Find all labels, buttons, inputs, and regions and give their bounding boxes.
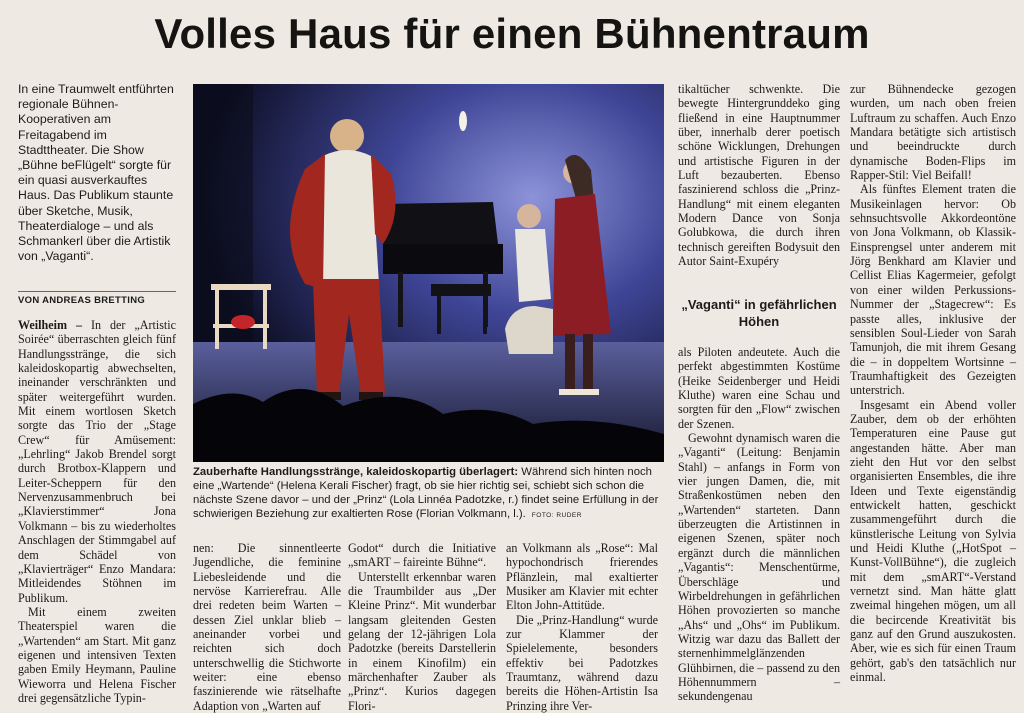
caption-lead: Zauberhafte Handlungsstränge, kaleidoskopartig überlagert: bbox=[193, 466, 519, 478]
article-column-5 bbox=[678, 82, 840, 292]
paragraph: Als fünftes Element traten die Musikeinlagen hervor: Ob sehnsuchtsvolle Akkordeontöne von Jona Volkmann, ob Klassik-Einsprengsel unter anderem mit Jörg Benkhard am Klavier und Cellist Elias Kagermeier, gefolgt von einer wilden Perkussions-Nummer der „Stagecrew“: Es passte alles, inklusive der sensiblen Soul-Lieder von Sarah Tamunjoh, die mit ihrem Gesang die – in doppeltem Wortsinne – Traumhaftigkeit des Gezeigten unterstrich. bbox=[850, 182, 1016, 398]
photo-caption bbox=[193, 465, 664, 523]
article-column-6 bbox=[850, 82, 1016, 705]
stage-photo bbox=[193, 84, 664, 462]
paragraph: nen: Die sinnentleerte Jugendliche, die feminine Liebesleidende und die nervöse Karrierefrau. Alle drei redeten beim Warten – dessen Ziel unklar blieb – aneinander vorbei und reichten sich doch unterschwellig die Stichworte weiter: eine ebenso faszinierende wie rätselhafte Adaption von „Warten auf bbox=[193, 541, 341, 713]
paragraph: Mit einem zweiten Theaterspiel waren die „Wartenden“ am Start. Mit ganz eigenen und intensiven Texten gaben Emily Heymann, Pauline Wieworra und Helena Fischer drei gegensätzliche Typin- bbox=[18, 604, 176, 705]
caption-text: Während sich hinten noch eine „Wartende“ (Helena Kerali Fischer) fragt, ob sie hier richtig sei, schiebt sich schon die nächste Szene davor – und der „Prinz“ (Lola Linnéa Padotzke, r.) findet seine Erfüllung in der schwierigen Beziehung zur exaltierten Rose (Florian Volkmann, l.). bbox=[193, 466, 659, 520]
article-column-2 bbox=[193, 541, 341, 713]
paragraph: Die „Prinz-Handlung“ wurde zur Klammer der Spielelemente, besonders effektiv bei Padotzkes Traumtanz, während dazu bereits die Höhen-Artistin Isa Prinzing ihre Ver- bbox=[506, 612, 658, 713]
paragraph: tikaltücher schwenkte. Die bewegte Hintergrunddeko ging fließend in eine Hauptnummer über, innerhalb derer poetisch schöne Wicklungen, Drehungen und artistische Figuren in der Luft bezauberten. Ebenso faszinierend schloss die „Prinz-Handlung“ mit einem eleganten Modern Dance von Sonja Golubkowa, die durch ihren technisch gereiften Bodysuit den Autor Saint-Exupéry bbox=[678, 82, 840, 269]
paragraph: Gewohnt dynamisch waren die „Vaganti“ (Leitung: Benjamin Stahl) – anfangs in Form von vier jungen Damen, die, mit Straßenkostümen neben den „Wartenden“ starteten. Dann überzeugten die Artistinnen in eigenen Szenen, später noch ergänzt durch die männlichen „Vagantis“: Menschentürme, Überschläge und Wirbeldrehungen in gefährlichen Höhen provozierten so manche „Ahs“ und „Ohs“ im Publikum. Witzig war dazu das Ballett der sternenhimmelglänzenden Glühbirnen, die – passend zu den Höhennummern – sekundengenau bbox=[678, 431, 840, 704]
paragraph: In der „Artistic Soirée“ überraschten gleich fünf Handlungsstränge, die sich kaleidoskopartig abwechselten, ineinander verschränkten und später weitergeführt wurden. Mit einem wortlosen Sketch sorgte das Trio der „Stage Crew“ für Amüsement: „Lehrling“ Jakob Brendel sorgt durch Brotbox-Klappern und Leiter-Scheppern für den Nervenzusammenbruch bei „Klavierstimmer“ Jona Volkmann – bis zu wiederholtes Anschlagen der Stimmgabel auf dem Schädel von „Klavierträger“ Enzo Mandara: Mitleidendes Stöhnen im Publikum. bbox=[18, 318, 176, 605]
article-headline: Volles Haus für einen Bühnentraum bbox=[154, 10, 870, 57]
article-subheading: „Vaganti“ in gefährlichen Höhen bbox=[681, 297, 837, 329]
paragraph: Insgesamt ein Abend voller Zauber, dem ob der erhöhten Temperaturen eine Pause gut angestanden hätte. Aber man zieht den Hut vor den selbst organisierten Ensembles, die ihre Ideen und Texte eigenständig entwickelt hatten, geschickt zusammengeführt durch die künstlerische Leitung von Sylvia und Heidi Kluthe („HotSpot – Kunst-VollBühne“), die zugleich mit dem „smART“-Verstand vernetzt sind. Man hätte glatt zweimal hingehen mögen, um all die becircende Kreativität bis ganz auf den Grund auszukosten. Aber, wie es sich für einen Traum gehört, gab's den tatsächlich nur einmal. bbox=[850, 397, 1016, 685]
paragraph: an Volkmann als „Rose“: Mal hypochondrisch frierendes Pflänzlein, mal exaltierter Musiker am Klavier mit echter Elton John-Attitüde. bbox=[506, 541, 658, 613]
paragraph: Unterstellt erkennbar waren die Traumbilder aus „Der Kleine Prinz“. Mit wunderbar langsam gleitenden Gesten gelang der 12-jährigen Lola Padotzke (bereits Darstellerin in einem Kinofilm) ein märchenhafter Zauber als „Prinz“. Kurios dagegen Flori- bbox=[348, 569, 496, 713]
photo-credit: FOTO: RUDER bbox=[531, 512, 582, 519]
stage-scene-illustration bbox=[193, 84, 664, 462]
article-column-3 bbox=[348, 541, 496, 713]
article-column-4 bbox=[506, 541, 658, 713]
paragraph: als Piloten andeutete. Auch die perfekt abgestimmten Kostüme (Heike Seidenberger und Heidi Kluthe) waren eine Schau und sorgten für den „Flow“ zwischen der Szenen. bbox=[678, 345, 840, 431]
paragraph: zur Bühnendecke gezogen wurden, um nach oben freien Luftraum zu schaffen. Auch Enzo Mandara betätigte sich artistisch und beeindruckte durch dynamische Boden-Flips im Rapper-Stil: Viel Beifall! bbox=[850, 82, 1016, 183]
dateline: Weilheim – bbox=[18, 318, 83, 332]
paragraph: Godot“ durch die Initiative „smART – faireinte Bühne“. bbox=[348, 541, 496, 570]
article-teaser: In eine Traumwelt entführten regionale Bühnen-Kooperativen am Freitagabend im Stadttheater. Die Show „Bühne beFlügelt“ sorgte für ein quasi ausverkauftes Haus. Das Publikum staunte über Sketche, Musik, Theaterdialoge – und als Schmankerl über die Artistik von „Vaganti“. bbox=[18, 82, 174, 264]
author-byline: VON ANDREAS BRETTING bbox=[18, 291, 176, 306]
article-column-1 bbox=[18, 318, 176, 703]
article-column-5b bbox=[678, 345, 840, 705]
